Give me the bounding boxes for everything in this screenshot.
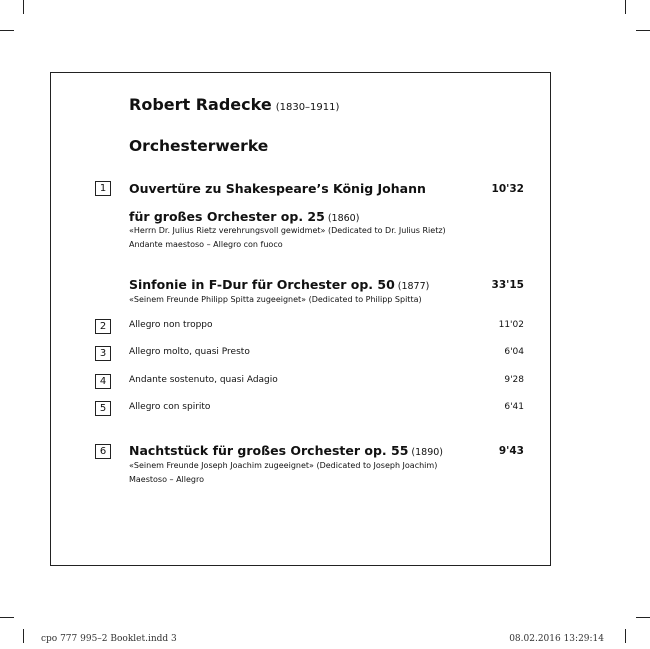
composer-name: Robert Radecke [129,95,272,114]
work-year: (1890) [411,447,443,458]
collection-title: Orchesterwerke [129,137,269,155]
print-slug-timestamp: 08.02.2016 13:29:14 [509,634,604,644]
work-title: Ouvertüre zu Shakespeare’s König Johann [129,181,426,196]
track-number-box: 6 [95,444,111,459]
track-number-box: 5 [95,401,111,416]
movement-title: Allegro con spirito [129,402,211,412]
booklet-page-frame [50,72,551,566]
crop-mark [625,629,626,643]
work-duration: 10'32 [491,183,524,195]
work-dedication: «Seinem Freunde Philipp Spitta zugeeignet» (Dedicated to Philipp Spitta) [129,295,422,304]
work-title-line2: für großes Orchester op. 25 [129,209,325,224]
composer-years: (1830–1911) [275,102,340,113]
crop-mark [636,617,650,618]
print-slug-file: cpo 777 995–2 Booklet.indd 3 [41,634,177,644]
track-number-box: 4 [95,374,111,389]
track-number-box: 1 [95,181,111,196]
movement-duration: 6'41 [504,402,524,412]
movement-duration: 9'28 [504,375,524,385]
work-title [129,443,443,458]
work-title [129,277,429,292]
crop-mark [23,629,24,643]
crop-mark [636,30,650,31]
work-tempo: Andante maestoso – Allegro con fuoco [129,240,283,249]
crop-mark [625,0,626,14]
work-title-text: Sinfonie in F-Dur für Orchester op. 50 [129,277,395,292]
work-tempo: Maestoso – Allegro [129,475,204,484]
work-title-text: Nachtstück für großes Orchester op. 55 [129,443,409,458]
movement-title: Allegro non troppo [129,320,213,330]
work-title-continued [129,209,359,224]
work-duration: 9'43 [498,445,524,457]
movement-title: Allegro molto, quasi Presto [129,347,250,357]
track-number-box: 3 [95,346,111,361]
composer-heading [129,95,339,114]
work-dedication: «Seinem Freunde Joseph Joachim zugeeignet» (Dedicated to Joseph Joachim) [129,461,438,470]
work-year: (1877) [397,281,430,292]
work-duration: 33'15 [491,279,524,291]
work-dedication: «Herrn Dr. Julius Rietz verehrungsvoll gewidmet» (Dedicated to Dr. Julius Rietz) [129,226,446,235]
crop-mark [0,617,14,618]
work-year: (1860) [327,213,360,224]
crop-mark [23,0,24,14]
crop-mark [0,30,14,31]
movement-duration: 6'04 [504,347,524,357]
movement-title: Andante sostenuto, quasi Adagio [129,375,278,385]
movement-duration: 11'02 [498,320,524,330]
track-number-box: 2 [95,319,111,334]
